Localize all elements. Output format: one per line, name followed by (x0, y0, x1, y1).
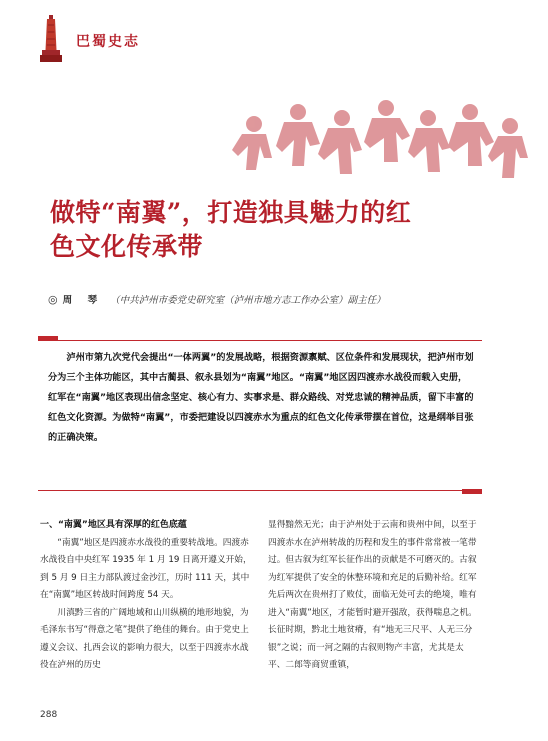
body-right-column (268, 517, 478, 675)
column-name: 巴蜀史志 (76, 34, 140, 50)
abstract-rule-bottom (38, 490, 482, 491)
abstract-rule-accent-bottom (462, 489, 482, 494)
page-number: 288 (40, 710, 58, 720)
soldier-silhouettes-banner (220, 96, 530, 188)
paragraph: “南翼”地区是四渡赤水战役的重要转战地。四渡赤水战役自中央红军 1935 年 1 月 19 日离开遵义开始，到 5 月 9 日主力部队渡过金沙江，历时 111 天，其中在“南翼”地区转战时间跨度 54 天。 (40, 537, 252, 600)
abstract-text: 泸州市第九次党代会提出“一体两翼”的发展战略，根据资源禀赋、区位条件和发展现状，把泸州市划分为三个主体功能区，其中古蔺县、叙永县划为“南翼”地区。“南翼”地区因四渡赤水战役而载入史册，红军在“南翼”地区表现出信念坚定、核心有力、实事求是、群众路线、对党忠诚的精神品质，留下丰富的红色文化资源。为做特“南翼”，市委把建设以四渡赤水为重点的红色文化传承带摆在首位，这是纲举目张的正确决策。 (48, 352, 474, 443)
abstract-rule-top (38, 340, 482, 341)
title-line-2: 色文化传承带 (50, 232, 204, 261)
author-marker-icon: ◎ (48, 293, 58, 306)
paragraph: 川滇黔三省的广阔地域和山川纵横的地形地貌，为毛泽东书写“得意之笔”提供了绝佳的舞台。由于党史上遵义会议、扎西会议的影响力很大，以至于四渡赤水战役在泸州的历史 (40, 607, 249, 670)
author-affiliation: （中共泸州市委党史研究室（泸州市地方志工作办公室）副主任） (110, 295, 386, 306)
body-left-column (40, 517, 255, 675)
paragraph: 显得黯然无光；由于泸州处于云南和贵州中间，以至于四渡赤水在泸州转战的历程和发生的事件常常被一笔带过。但古叙为红军长征作出的贡献是不可磨灭的。古叙为红军提供了安全的休整环境和充足的后勤补给。红军先后两次在贵州打了败仗，面临无处可去的绝境，唯有进入“南翼”地区，才能暂时避开强敌，获得喘息之机。长征时期，黔北土地贫瘠，有“地无三尺平、人无三分银”之说；而一河之隔的古叙则物产丰富，尤其是太平、二郎等商贸重镇， (268, 520, 477, 670)
abstract (48, 348, 474, 448)
monument-logo-icon (38, 14, 64, 64)
author-name: 周 琴 (62, 295, 101, 306)
author-line (48, 292, 386, 306)
title-line-1: 做特“南翼”，打造独具魅力的红 (50, 198, 412, 227)
article-title (50, 196, 490, 264)
section-heading: 一、“南翼”地区具有深厚的红色底蕴 (40, 520, 187, 530)
